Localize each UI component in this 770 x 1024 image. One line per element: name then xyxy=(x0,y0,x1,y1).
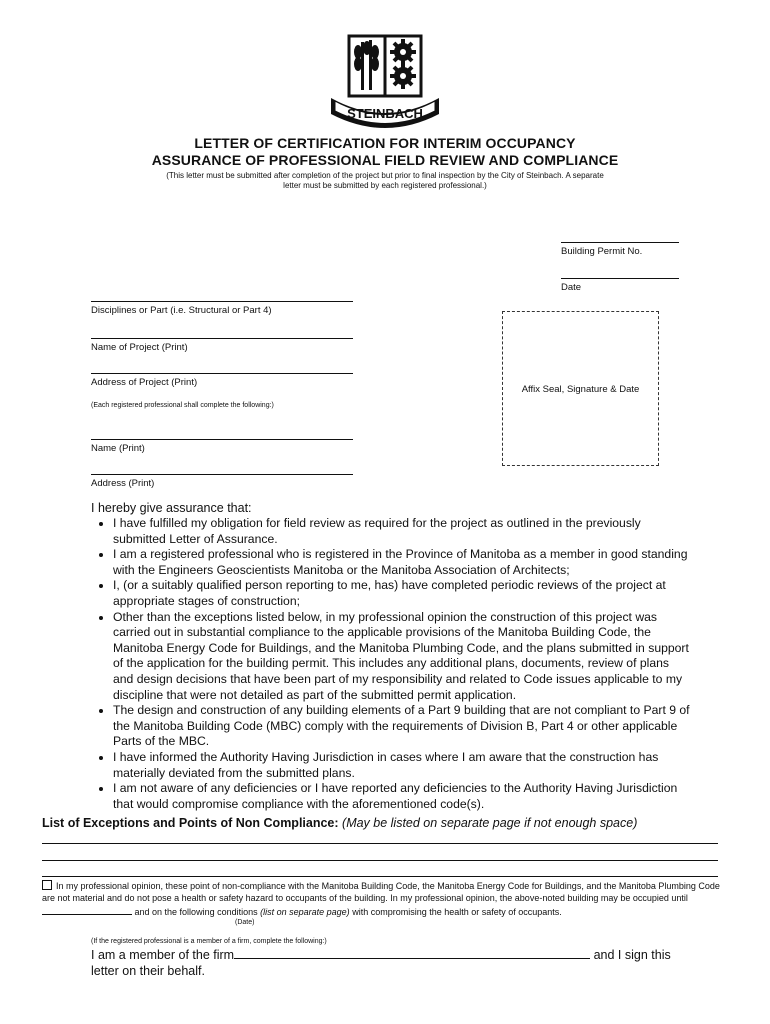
crest-icon xyxy=(327,30,443,130)
firm-name-field[interactable] xyxy=(234,947,590,959)
name-label: Name (Print) xyxy=(91,443,145,454)
each-professional-note: (Each registered professional shall complete the following:) xyxy=(91,402,274,409)
title-line-2: ASSURANCE OF PROFESSIONAL FIELD REVIEW AND COMPLIANCE xyxy=(151,152,619,168)
assurance-item: • I have informed the Authority Having Jurisdiction in cases where I am aware that the construction has materially deviated from the submitted plans. xyxy=(113,750,691,781)
disciplines-field[interactable] xyxy=(91,301,353,302)
date-label: Date xyxy=(561,282,582,293)
occupancy-text-2: and on the following conditions xyxy=(134,906,258,917)
assurance-item: • I have fulfilled my obligation for field review as required for the project as outlined in the previously submitted Letter of Assurance. xyxy=(113,516,691,547)
name-field[interactable] xyxy=(91,439,353,440)
assurance-list xyxy=(91,516,691,812)
submission-note-1: (This letter must be submitted after completion of the project but prior to final inspection by the City of Steinbach. A separate xyxy=(166,171,604,180)
occupancy-text-3: (list on separate page) xyxy=(260,906,350,917)
exceptions-line-1[interactable] xyxy=(42,843,718,844)
building-permit-field[interactable] xyxy=(561,242,679,243)
firm-note: (If the registered professional is a member of a firm, complete the following:) xyxy=(91,938,327,945)
assurance-intro: I hereby give assurance that: xyxy=(91,501,252,515)
project-address-field[interactable] xyxy=(91,373,353,374)
date-field[interactable] xyxy=(561,278,679,279)
disciplines-label: Disciplines or Part (i.e. Structural or Part 4) xyxy=(91,305,272,316)
exceptions-heading-bold: List of Exceptions and Points of Non Compliance: xyxy=(42,816,339,830)
assurance-item: • The design and construction of any building elements of a Part 9 building that are not compliant to Part 9 of the Manitoba Building Code (MBC) comply with the requirements of Division B, Part 4 or other applicable Parts of the MBC. xyxy=(113,703,691,750)
assurance-item: • I, (or a suitably qualified person reporting to me, has) have completed periodic reviews of the project at appropriate stages of construction; xyxy=(113,578,691,609)
exceptions-line-2[interactable] xyxy=(42,860,718,861)
project-name-field[interactable] xyxy=(91,338,353,339)
assurance-item: • I am a registered professional who is registered in the Province of Manitoba as a member in good standing with the Engineers Geoscientists Manitoba or the Manitoba Association of Architects; xyxy=(113,547,691,578)
firm-suffix: and I sign this letter on their behalf. xyxy=(91,948,671,978)
assurance-item: • I am not aware of any deficiencies or I have reported any deficiencies to the Authority Having Jurisdiction that would compromise compliance with the aforementioned code(s). xyxy=(113,781,691,812)
seal-box-label: Affix Seal, Signature & Date xyxy=(521,384,640,395)
logo-banner-text: STEINBACH xyxy=(347,106,423,121)
project-address-label: Address of Project (Print) xyxy=(91,377,198,388)
project-name-label: Name of Project (Print) xyxy=(91,342,188,353)
steinbach-logo xyxy=(327,30,443,130)
exceptions-line-3[interactable] xyxy=(42,876,718,877)
occupancy-text-4: with compromising the health or safety of occupants. xyxy=(352,906,562,917)
occupancy-checkbox[interactable] xyxy=(42,880,52,890)
address-field[interactable] xyxy=(91,474,353,475)
address-label: Address (Print) xyxy=(91,478,155,489)
exceptions-heading-italic: (May be listed on separate page if not enough space) xyxy=(342,816,638,830)
building-permit-label: Building Permit No. xyxy=(561,246,643,257)
assurance-item: • Other than the exceptions listed below, in my professional opinion the construction of this project was carried out in substantial compliance to the applicable provisions of the Manitoba Building Code, the Manitoba Energy Code for Buildings, and the Manitoba Plumbing Code, and the plans submitted in support of the application for the building permit. This includes any additional plans, documents, review of plans and design decisions that have been part of my responsibility and related to Code issues applicable to my discipline that were not detailed as part of the submitted permit application. xyxy=(113,610,691,704)
submission-note-2: letter must be submitted by each registered professional.) xyxy=(283,181,487,190)
date-caption: (Date) xyxy=(235,919,255,926)
title-line-1: LETTER OF CERTIFICATION FOR INTERIM OCCUPANCY xyxy=(194,135,576,151)
occupancy-text-1: In my professional opinion, these point of non-compliance with the Manitoba Building Code, the Manitoba Energy Code for Buildings, and the Manitoba Plumbing Code are not material and do not pose a health or safety hazard to occupants of the building. In my professional opinion, the above-noted building may be occupied until xyxy=(42,881,720,904)
occupancy-until-date-field[interactable] xyxy=(42,905,132,915)
exceptions-heading xyxy=(42,816,637,830)
firm-prefix: I am a member of the firm xyxy=(91,948,235,962)
seal-signature-box[interactable] xyxy=(502,311,659,466)
firm-statement xyxy=(91,947,691,979)
occupancy-statement xyxy=(42,880,732,918)
